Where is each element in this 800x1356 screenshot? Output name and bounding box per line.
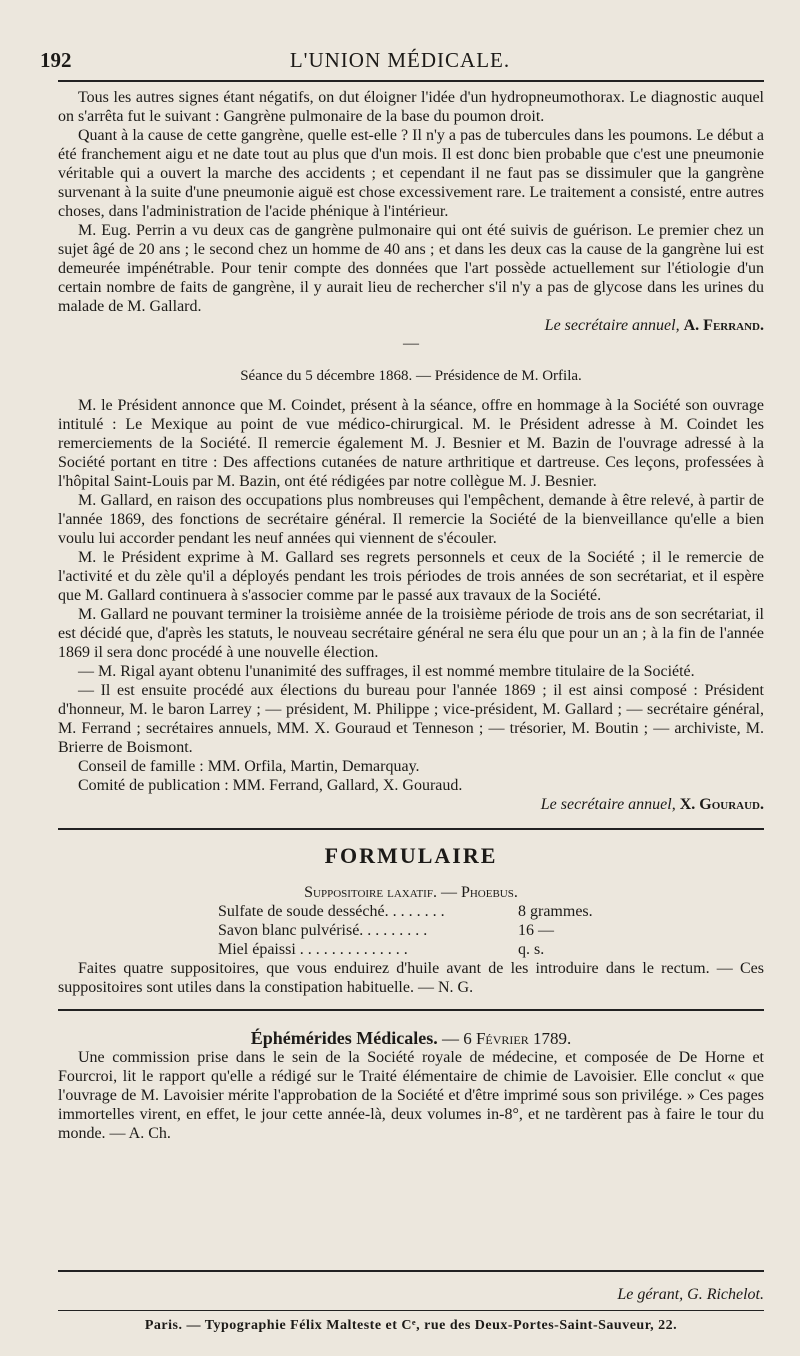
paragraph: Quant à la cause de cette gangrène, quelle est-elle ? Il n'y a pas de tubercules dans les poumons. Le début a été franchement aigu et ne date tout au plus que d'un mois. Il est donc bien probable que c'est une pneumonie véritable qui a ouvert la marche des accidents ; et cependant il ne faut pas se dissimuler que la gangrène survenant à la suite d'une pneumonie aiguë est chose excessivement rare. Le traitement a consisté, entre autres choses, dans l'administration de l'acide phénique à l'intérieur. bbox=[58, 127, 764, 220]
header-rule bbox=[58, 80, 764, 82]
page-header bbox=[40, 44, 760, 74]
article-body bbox=[58, 88, 764, 1143]
ingredient-row: Savon blanc pulvérisé. . . . . . . . . 16 — bbox=[218, 922, 554, 939]
page-number: 192 bbox=[40, 48, 72, 72]
paragraph: M. le Président annonce que M. Coindet, présent à la séance, offre en hommage à la Société son ouvrage intitulé : Le Mexique au point de vue médico-chirurgical. M. le Président adresse à M. Coindet les remerciements de la Société. Il remercie également M. J. Besnier et M. Bazin de l'ouvrage adressé à la Société portant en titre : Des affections cutanées de nature arthritique et dartreuse. Ces leçons, professées à l'hôpital Saint-Louis par M. Bazin, ont été rédigées par notre collègue M. J. Besnier. bbox=[58, 397, 764, 490]
paragraph: Tous les autres signes étant négatifs, on dut éloigner l'idée d'un hydropneumothorax. Le diagnostic auquel on s'arrêta fut le suivant : Gangrène pulmonaire de la base du poumon droit. bbox=[58, 89, 764, 125]
printer-footer: Paris. — Typographie Félix Malteste et Cᵉ, rue des Deux-Portes-Saint-Sauveur, 22. bbox=[144, 1318, 678, 1333]
paragraph: — M. Rigal ayant obtenu l'unanimité des suffrages, il est nommé membre titulaire de la Société. bbox=[78, 663, 695, 680]
ingredient-row: Miel épaissi . . . . . . . . . . . . . . q. s. bbox=[218, 941, 545, 958]
ephemerides-title: Éphémérides Médicales. — 6 Février 1789. bbox=[250, 1028, 572, 1048]
section-rule bbox=[58, 1270, 764, 1272]
signature: Le secrétaire annuel, X. Gouraud. bbox=[540, 796, 764, 813]
paragraph: Une commission prise dans le sein de la Société royale de médecine, et composée de De Horne et Fourcroi, lit le rapport qu'elle a rédigé sur le Traité élémentaire de chimie de Lavoisier. Elle conclut « que l'ouvrage de M. Lavoisier mérite l'approbation de la Société et d'être imprimé sous son privilége. » Ces pages immortelles virent, en effet, le jour cette année-là, deux volumes in-8°, et ne tardèrent pas à faire le tour du monde. — A. Ch. bbox=[58, 1049, 764, 1142]
paragraph: M. Gallard, en raison des occupations plus nombreuses qui l'empêchent, demande à être relevé, à partir de l'année 1869, des fonctions de secrétaire général. Il remercie la Société de la bienveillance qu'elle a bien voulu lui accorder pendant les neuf années qui viennent de s'écouler. bbox=[58, 492, 764, 547]
gerant-signature: Le gérant, G. Richelot. bbox=[617, 1286, 764, 1303]
paragraph: Faites quatre suppositoires, que vous enduirez d'huile avant de les introduire dans le rectum. — Ces suppositoires sont utiles dans la constipation habituelle. — N. G. bbox=[58, 960, 764, 996]
running-title: L'UNION MÉDICALE. bbox=[289, 48, 511, 72]
paragraph: M. le Président exprime à M. Gallard ses regrets personnels et ceux de la Société ; il le remercie de l'activité et du zèle qu'il a déployés pendant les trois périodes de trois années de son secrétariat, et il espère que M. Gallard continuera à s'associer comme par le passé aux travaux de la Société. bbox=[58, 549, 764, 604]
paragraph: M. Gallard ne pouvant terminer la troisième année de la troisième période de trois ans de son secrétariat, il est décidé que, d'après les statuts, le nouveau secrétaire général ne sera élu que pour un an ; à la fin de l'année 1869 il sera donc procédé à une nouvelle élection. bbox=[58, 606, 764, 661]
seance-heading: Séance du 5 décembre 1868. — Présidence de M. Orfila. bbox=[240, 368, 582, 384]
separator-dash: — bbox=[403, 335, 419, 352]
ingredient-row: Sulfate de soude desséché. . . . . . . . 8 grammes. bbox=[218, 903, 593, 920]
paragraph: Conseil de famille : MM. Orfila, Martin, Demarquay. bbox=[78, 758, 420, 775]
section-rule bbox=[58, 820, 764, 830]
paragraph: — Il est ensuite procédé aux élections du bureau pour l'année 1869 ; il est ainsi composé : Président d'honneur, M. le baron Larrey ; — président, M. Philippe ; vice-président, M. Gallard ; — secrétaire général, M. Ferrand ; secrétaires annuels, MM. X. Gouraud et Tenneson ; — trésorier, M. Boutin ; — archiviste, M. Brierre de Boismont. bbox=[58, 682, 764, 756]
paragraph: Comité de publication : MM. Ferrand, Gallard, X. Gouraud. bbox=[78, 777, 463, 794]
formulaire-subtitle: Suppositoire laxatif. — Phoebus. bbox=[304, 884, 518, 901]
formulaire-title: FORMULAIRE bbox=[324, 843, 498, 868]
footer-rule bbox=[58, 1310, 764, 1311]
paragraph: M. Eug. Perrin a vu deux cas de gangrène pulmonaire qui ont été suivis de guérison. Le premier chez un sujet âgé de 20 ans ; le second chez un homme de 40 ans ; et dans les deux cas la cause de la gangrène lui est demeurée impénétrable. Pour tenir compte des données que l'art possède actuellement sur l'étiologie d'un certain nombre de faits de gangrène, il y aurait lieu de rechercher s'il n'y a pas de glycose dans les urines du malade de M. Gallard. bbox=[58, 222, 764, 315]
signature: Le secrétaire annuel, A. Ferrand. bbox=[544, 317, 764, 334]
section-rule bbox=[58, 1003, 764, 1011]
